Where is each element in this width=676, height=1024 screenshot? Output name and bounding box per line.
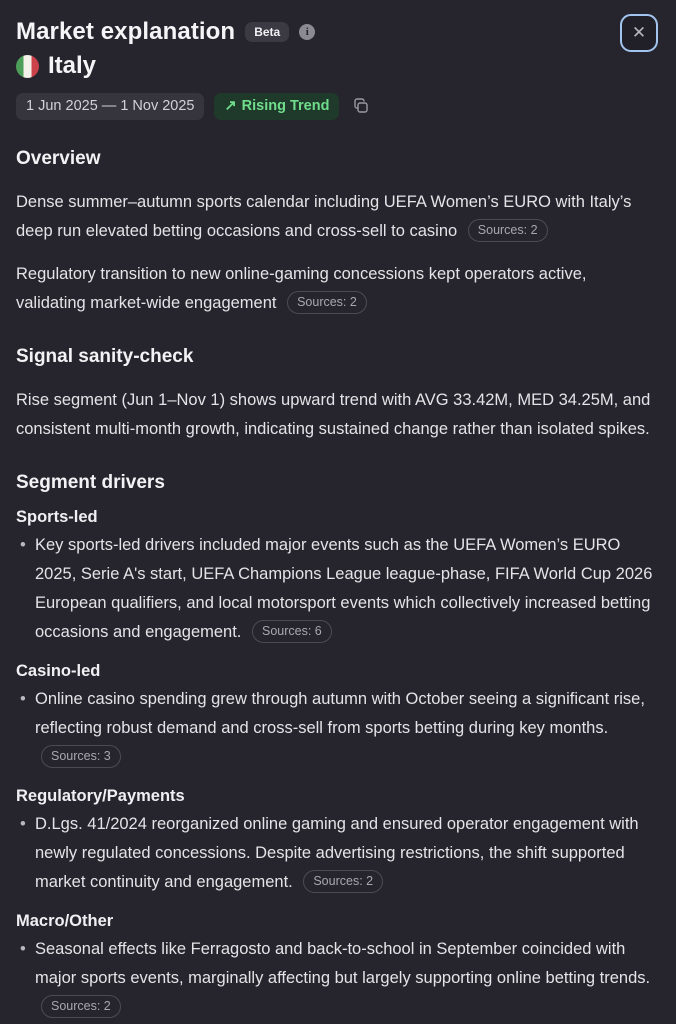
date-range-chip: 1 Jun 2025 — 1 Nov 2025 <box>16 93 204 120</box>
driver-bullet <box>16 935 660 1022</box>
overview-paragraph <box>16 188 660 246</box>
driver-bullet <box>16 531 660 647</box>
sources-badge[interactable]: Sources: 2 <box>287 291 367 314</box>
sanity-check-heading: Signal sanity-check <box>16 345 194 367</box>
close-icon: ✕ <box>631 23 647 42</box>
trend-label: Rising Trend <box>241 98 330 114</box>
sources-badge[interactable]: Sources: 3 <box>41 745 121 768</box>
trend-badge <box>214 93 339 120</box>
overview-paragraph <box>16 260 660 318</box>
copy-icon <box>353 98 369 114</box>
driver-group-regulatory <box>16 787 660 897</box>
sources-badge[interactable]: Sources: 6 <box>252 620 332 643</box>
close-button[interactable] <box>620 14 658 52</box>
chips-row <box>16 93 660 120</box>
page-title: Market explanation <box>16 18 236 45</box>
driver-group-casino <box>16 662 660 772</box>
sources-badge[interactable]: Sources: 2 <box>468 219 548 242</box>
overview-paragraph-text: Regulatory transition to new online-gaming concessions kept operators active, validating market-wide engagement <box>16 264 587 312</box>
driver-bullet-text: Key sports-led drivers included major events such as the UEFA Women’s EURO 2025, Serie A's start, UEFA Champions League league-phase, FIFA World Cup 2026 European qualifiers, and local motorsport events which collectively increased betting occasions and engagement. <box>35 535 653 641</box>
beta-badge: Beta <box>245 22 289 42</box>
driver-title: Regulatory/Payments <box>16 786 185 805</box>
segment-drivers-heading: Segment drivers <box>16 471 165 493</box>
sources-badge[interactable]: Sources: 2 <box>303 870 383 893</box>
driver-title: Macro/Other <box>16 911 114 930</box>
info-icon[interactable]: i <box>299 24 315 40</box>
overview-heading: Overview <box>16 147 101 169</box>
driver-bullet-text: Online casino spending grew through autumn with October seeing a significant rise, reflecting robust demand and cross-sell from sports betting during key months. <box>35 689 645 737</box>
sanity-check-paragraph: Rise segment (Jun 1–Nov 1) shows upward trend with AVG 33.42M, MED 34.25M, and consistent multi-month growth, indicating sustained change rather than isolated spikes. <box>16 390 651 438</box>
header-title-row <box>16 18 660 46</box>
driver-group-sports <box>16 508 660 647</box>
driver-title: Casino-led <box>16 661 101 680</box>
overview-paragraph-text: Dense summer–autumn sports calendar including UEFA Women’s EURO with Italy’s deep run elevated betting occasions and cross-sell to casino <box>16 192 632 240</box>
driver-bullet-text: Seasonal effects like Ferragosto and back-to-school in September coincided with major sports events, marginally affecting but largely supporting online betting trends. <box>35 939 651 987</box>
driver-bullet <box>16 685 660 772</box>
driver-group-macro <box>16 912 660 1022</box>
sources-badge[interactable]: Sources: 2 <box>41 995 121 1018</box>
copy-button[interactable] <box>353 98 369 114</box>
country-row <box>16 52 660 80</box>
driver-title: Sports-led <box>16 507 98 526</box>
driver-bullet-text: D.Lgs. 41/2024 reorganized online gaming and ensured operator engagement with newly regulated concessions. Despite advertising restrictions, the shift supported market continuity and engagement. <box>35 814 639 891</box>
italy-flag-icon <box>16 55 39 78</box>
trend-arrow-icon: ↗ <box>224 98 237 114</box>
country-name: Italy <box>48 52 97 79</box>
driver-bullet <box>16 810 660 897</box>
